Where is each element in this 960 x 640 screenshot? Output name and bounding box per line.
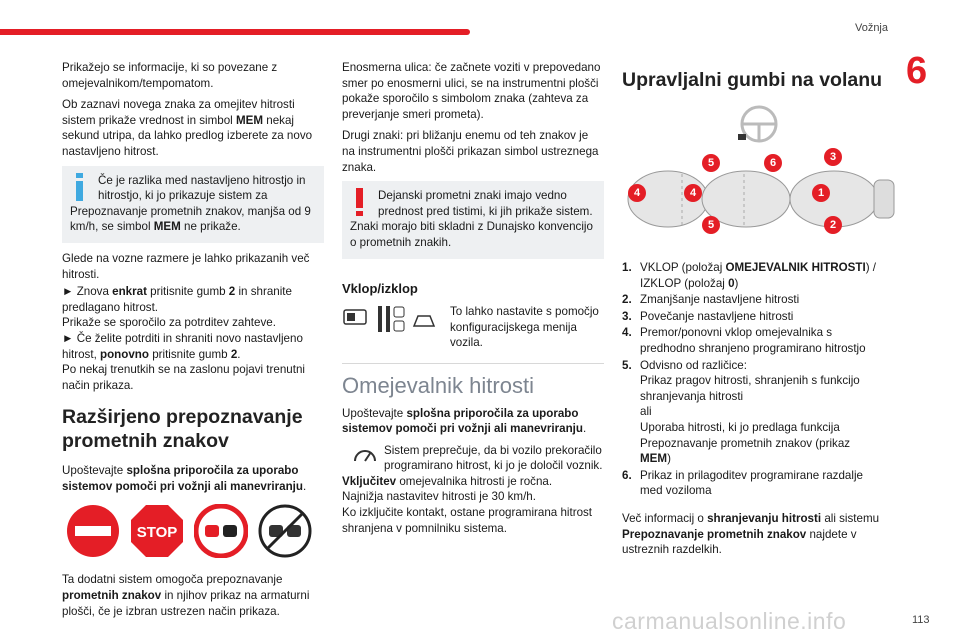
- steering-wheel-icon: [734, 104, 784, 148]
- list-item: 4. Premor/ponovni vklop omejevalnika s predhodno shranjeno programirano hitrostjo: [622, 326, 866, 355]
- paragraph: Enosmerna ulica: če začnete voziti v prepovedano smer po enosmerni ulici, se na instrumentni plošči pokaže sporočilo s simbolom znaka (zahteva za preverjanje smeri prometa).: [342, 61, 601, 121]
- speedometer-icon: [352, 443, 378, 469]
- steering-controls-diagram: [624, 151, 944, 244]
- svg-text:STOP: STOP: [136, 524, 178, 542]
- paragraph: Vključitev omejevalnika hitrosti je ročna.: [342, 474, 553, 488]
- list-item: 5. Odvisno od različice: Prikaz pragov hitrosti, shranjenih s funkcijo shranjevanja hitrosti ali Uporaba hitrosti, ki jo predlaga funkcija Prepoznavanje prometnih znakov (prikaz MEM): [622, 358, 860, 466]
- list-item: 2. Zmanjšanje nastavljene hitrosti: [622, 293, 800, 307]
- paragraph: Najnižja nastavitev hitrosti je 30 km/h.: [342, 490, 536, 504]
- paragraph: Ob zaznavi novega znaka za omejitev hitrosti sistem prikaže vrednost in simbol MEM nekaj sekund utripa, da lahko predlog izberete za novo nastavljeno hitrost.: [62, 98, 313, 158]
- paragraph: Upoštevajte splošna priporočila za uporabo sistemov pomoči pri vožnji ali manevriranju.: [342, 406, 587, 436]
- traffic-signs: [66, 504, 324, 558]
- config-menu-icon: [342, 304, 442, 336]
- chapter-number: 6: [906, 50, 928, 92]
- column-1: [62, 60, 324, 625]
- list-item: 3. Povečanje nastavljene hitrosti: [622, 309, 794, 323]
- callout-badge: 6: [764, 154, 782, 172]
- info-icon: [70, 173, 92, 201]
- callout-badge: 3: [824, 148, 842, 166]
- paragraph: ► Znova enkrat pritisnite gumb 2 in shranite predlagano hitrost.: [62, 285, 292, 314]
- stop-sign: [130, 504, 184, 558]
- watermark: carmanualsonline.info: [612, 608, 847, 634]
- callout-badge: 5: [702, 216, 720, 234]
- header-accent-bar: [0, 29, 470, 35]
- no-overtaking-sign: [194, 504, 248, 558]
- heading: Vklop/izklop: [342, 280, 418, 296]
- callout-badge: 2: [824, 216, 842, 234]
- list-item: 6. Prikaz in prilagoditev programirane razdalje med voziloma: [622, 468, 863, 498]
- column-3: [622, 56, 884, 564]
- callout-badge: 4: [628, 184, 646, 202]
- info-note: Če je razlika med nastavljeno hitrostjo in hitrostjo, ki jo prikazuje sistem za Prepoznavanje prometnih znakov, manjša od 9 km/h, se simbol MEM ne prikaže.: [62, 166, 324, 243]
- callout-badge: 5: [702, 154, 720, 172]
- paragraph: Prikaže se sporočilo za potrditev zahteve.: [62, 316, 276, 330]
- limiter-info: Sistem preprečuje, da bi vozilo prekoračilo programirano hitrost, ki jo je določil voznik.: [342, 443, 604, 474]
- paragraph: ► Če želite potrditi in shraniti novo nastavljeno hitrost, ponovno pritisnite gumb 2.: [62, 331, 303, 361]
- controls-list: [622, 260, 884, 499]
- heading: Razširjeno prepoznavanje prometnih znakov: [62, 406, 303, 453]
- page-number: 113: [912, 614, 930, 626]
- warning-note: Dejanski prometni znaki imajo vedno prednost pred tistimi, ki jih prikaže sistem. Znaki morajo biti skladni z Dunajsko konvencijo o prometnih znakih.: [342, 181, 604, 258]
- paragraph: Upoštevajte splošna priporočila za uporabo sistemov pomoči pri vožnji ali manevriranju.: [62, 464, 307, 493]
- warning-icon: [350, 188, 372, 216]
- paragraph: Več informacij o shranjevanju hitrosti ali sistemu Prepoznavanje prometnih znakov najdete v ustreznih razdelkih.: [622, 511, 880, 557]
- paragraph: Ta dodatni sistem omogoča prepoznavanje prometnih znakov in njihov prikaz na armaturni plošči, če je izbran ustrezen način prikaza.: [62, 573, 310, 618]
- callout-badge: 4: [684, 184, 702, 202]
- paragraph: Drugi znaki: pri bližanju enemu od teh znakov je na instrumentni plošči prikazan simbol ustreznega znaka.: [342, 129, 599, 174]
- end-no-overtaking-sign: [258, 504, 312, 558]
- column-2: [342, 60, 604, 536]
- divider: [342, 363, 604, 364]
- section-title: Vožnja: [854, 22, 888, 34]
- callout-badge: 1: [812, 184, 830, 202]
- paragraph: Glede na vozne razmere je lahko prikazanih več hitrosti.: [62, 251, 310, 281]
- heading: Omejevalnik hitrosti: [342, 372, 534, 398]
- config-block: To lahko nastavite s pomočjo konfiguracijskega menija vozila.: [342, 304, 604, 351]
- paragraph: Prikažejo se informacije, ki so povezane z omejevalnikom/tempomatom.: [62, 61, 278, 90]
- paragraph: Po nekaj trenutkih se na zaslonu pojavi trenutni način prikaza.: [62, 363, 305, 392]
- list-item: 1. VKLOP (položaj OMEJEVALNIK HITROSTI) / IZKLOP (položaj 0): [622, 261, 877, 290]
- no-entry-sign: [66, 504, 120, 558]
- control-stalk-illustrations: [624, 154, 944, 244]
- heading: Upravljalni gumbi na volanu: [622, 69, 883, 91]
- paragraph: Ko izključite kontakt, ostane programirana hitrost shranjena v pomnilniku sistema.: [342, 506, 593, 535]
